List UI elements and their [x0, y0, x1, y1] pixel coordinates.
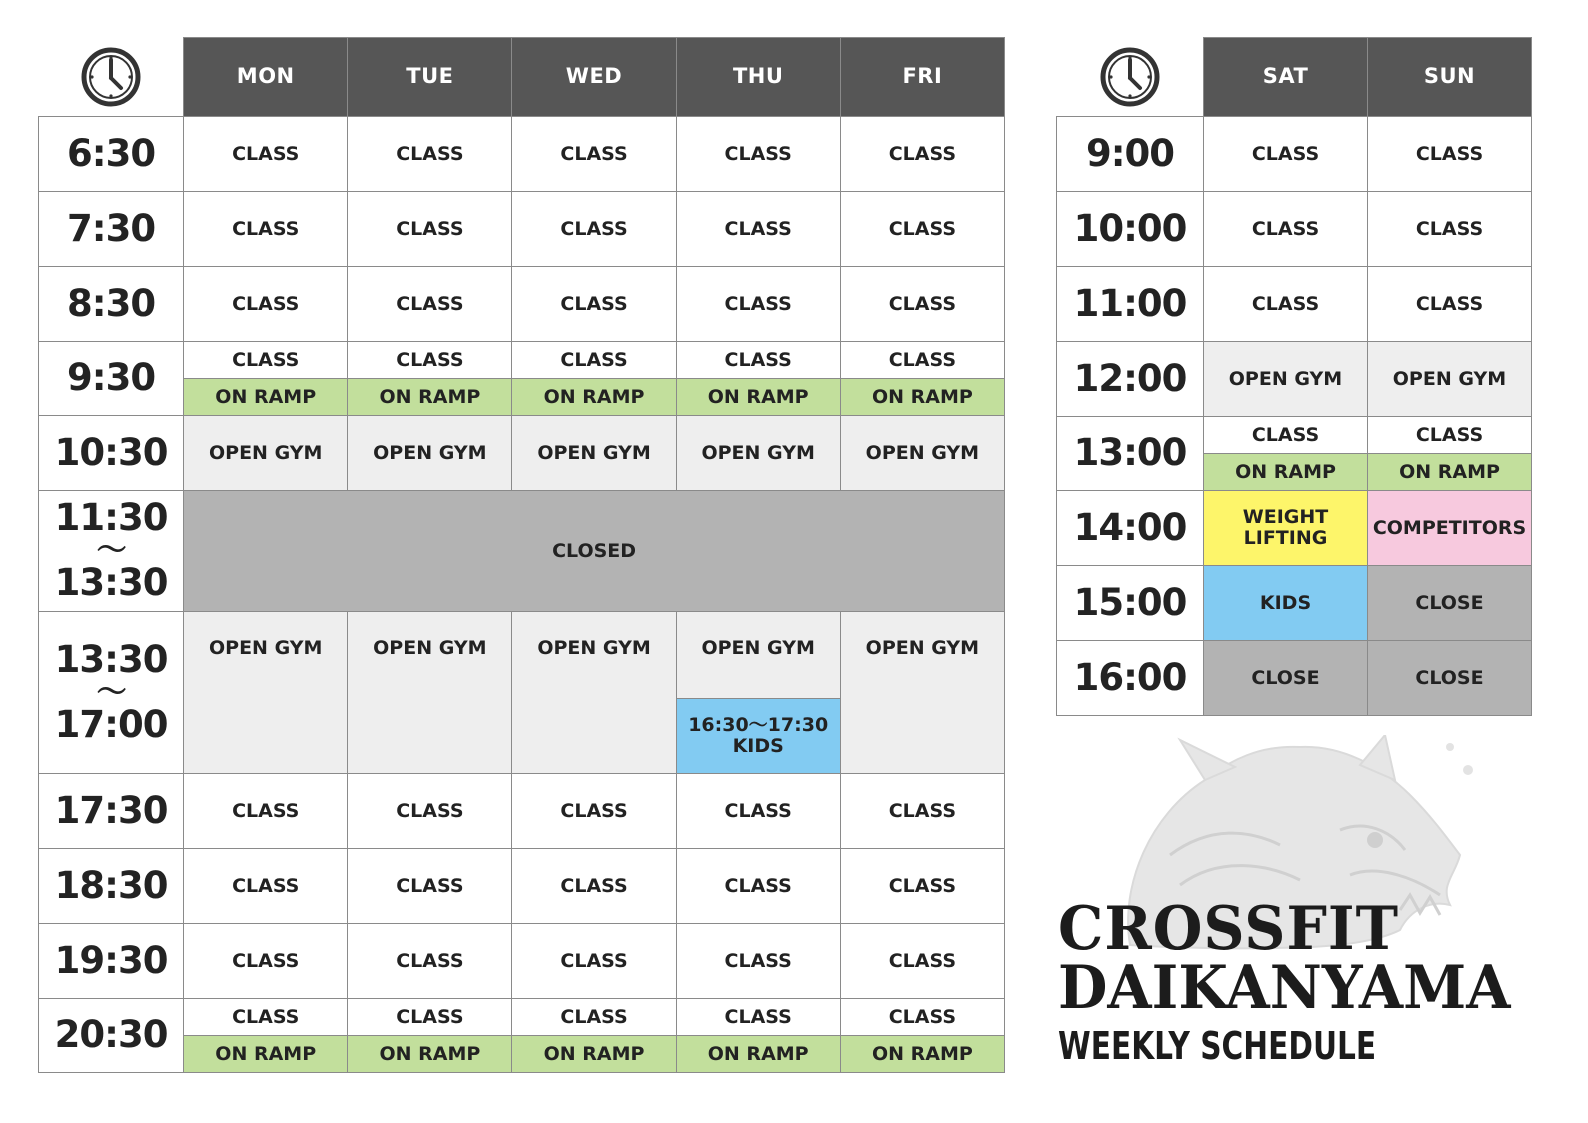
competitors-cell: COMPETITORS [1368, 491, 1532, 566]
class-cell: CLASS [1368, 117, 1532, 192]
class-cell: CLASS [840, 774, 1004, 849]
day-header-sat: SAT [1204, 38, 1368, 117]
close-cell: CLOSE [1368, 641, 1532, 716]
schedule-row [39, 999, 1005, 1036]
schedule-row [39, 117, 1005, 192]
weekend-schedule-table [1056, 37, 1532, 716]
open-gym-cell: OPEN GYM [348, 612, 512, 774]
kids-cell: KIDS [1204, 566, 1368, 641]
schedule-row [39, 849, 1005, 924]
kids-label: KIDS [732, 735, 784, 757]
time-range-label [39, 612, 184, 774]
weekend-header-row [1057, 38, 1532, 117]
time-range-end: 13:30 [54, 561, 168, 604]
class-cell: CLASS [184, 342, 348, 379]
class-cell: CLASS [840, 117, 1004, 192]
class-cell: CLASS [348, 117, 512, 192]
weekly-schedule-title: WEEKLY SCHEDULE [1058, 1024, 1377, 1068]
schedule-row [39, 491, 1005, 612]
weight-lifting-line2: LIFTING [1243, 527, 1328, 549]
time-label: 20:30 [39, 999, 184, 1073]
open-gym-cell: OPEN GYM [840, 612, 1004, 774]
time-label: 7:30 [39, 192, 184, 267]
class-cell: CLASS [184, 774, 348, 849]
class-cell: CLASS [512, 849, 676, 924]
on-ramp-cell: ON RAMP [676, 1036, 840, 1073]
class-cell: CLASS [1368, 192, 1532, 267]
schedule-row [39, 342, 1005, 379]
on-ramp-cell: ON RAMP [676, 379, 840, 416]
closed-cell: CLOSED [184, 491, 1005, 612]
time-label: 19:30 [39, 924, 184, 999]
on-ramp-cell: ON RAMP [840, 1036, 1004, 1073]
close-cell: CLOSE [1368, 566, 1532, 641]
class-cell: CLASS [840, 849, 1004, 924]
on-ramp-cell: ON RAMP [512, 379, 676, 416]
weekday-header-row [39, 38, 1005, 117]
schedule-row [1057, 342, 1532, 417]
time-label: 12:00 [1057, 342, 1204, 417]
class-cell: CLASS [676, 849, 840, 924]
class-cell: CLASS [1368, 267, 1532, 342]
on-ramp-cell: ON RAMP [184, 1036, 348, 1073]
class-cell: CLASS [1204, 267, 1368, 342]
open-gym-cell: OPEN GYM [512, 612, 676, 774]
open-gym-cell: OPEN GYM [676, 416, 840, 491]
time-label: 18:30 [39, 849, 184, 924]
class-cell: CLASS [1204, 117, 1368, 192]
class-cell: CLASS [676, 999, 840, 1036]
open-gym-cell: OPEN GYM [676, 612, 840, 699]
day-header-sun: SUN [1368, 38, 1532, 117]
class-cell: CLASS [676, 342, 840, 379]
time-range-start: 13:30 [54, 637, 168, 681]
day-header-thu: THU [676, 38, 840, 117]
time-label: 9:00 [1057, 117, 1204, 192]
class-cell: CLASS [1204, 417, 1368, 454]
day-header-wed: WED [512, 38, 676, 117]
open-gym-cell: OPEN GYM [184, 416, 348, 491]
clock-icon [1057, 38, 1204, 117]
class-cell: CLASS [676, 924, 840, 999]
kids-time: 16:30〜17:30 [688, 714, 829, 737]
schedule-row [1057, 117, 1532, 192]
schedule-row [1057, 417, 1532, 454]
class-cell: CLASS [348, 267, 512, 342]
schedule-row [1057, 267, 1532, 342]
on-ramp-cell: ON RAMP [348, 1036, 512, 1073]
schedule-row [39, 192, 1005, 267]
weekday-schedule-table [38, 37, 1005, 1073]
class-cell: CLASS [184, 267, 348, 342]
schedule-row [1057, 491, 1532, 566]
time-range-start: 11:30 [54, 496, 168, 540]
class-cell: CLASS [840, 342, 1004, 379]
class-cell: CLASS [512, 924, 676, 999]
close-cell: CLOSE [1204, 641, 1368, 716]
time-label: 9:30 [39, 342, 184, 416]
time-range-end: 17:00 [54, 702, 168, 746]
brand-name-line2: DAIKANYAMA [1058, 952, 1511, 1023]
class-cell: CLASS [512, 117, 676, 192]
class-cell: CLASS [676, 192, 840, 267]
on-ramp-cell: ON RAMP [1368, 454, 1532, 491]
class-cell: CLASS [676, 774, 840, 849]
clock-icon [39, 38, 184, 117]
open-gym-cell: OPEN GYM [348, 416, 512, 491]
class-cell: CLASS [184, 192, 348, 267]
brand-logo [1058, 893, 1558, 1068]
schedule-row [39, 267, 1005, 342]
schedule-row [39, 924, 1005, 999]
schedule-row [1057, 192, 1532, 267]
time-label: 11:00 [1057, 267, 1204, 342]
time-label: 10:00 [1057, 192, 1204, 267]
day-header-fri: FRI [840, 38, 1004, 117]
class-cell: CLASS [1368, 417, 1532, 454]
kids-cell [676, 699, 840, 774]
class-cell: CLASS [840, 192, 1004, 267]
class-cell: CLASS [512, 192, 676, 267]
class-cell: CLASS [840, 924, 1004, 999]
open-gym-cell: OPEN GYM [1368, 342, 1532, 417]
time-label: 14:00 [1057, 491, 1204, 566]
class-cell: CLASS [348, 999, 512, 1036]
class-cell: CLASS [348, 924, 512, 999]
class-cell: CLASS [184, 117, 348, 192]
day-header-mon: MON [184, 38, 348, 117]
class-cell: CLASS [184, 849, 348, 924]
class-cell: CLASS [512, 774, 676, 849]
class-cell: CLASS [676, 267, 840, 342]
on-ramp-cell: ON RAMP [184, 379, 348, 416]
time-label: 13:00 [1057, 417, 1204, 491]
open-gym-cell: OPEN GYM [512, 416, 676, 491]
schedule-row [1057, 566, 1532, 641]
class-cell: CLASS [348, 849, 512, 924]
schedule-row [39, 1036, 1005, 1073]
class-cell: CLASS [840, 267, 1004, 342]
class-cell: CLASS [348, 342, 512, 379]
on-ramp-cell: ON RAMP [840, 379, 1004, 416]
time-range-tilde: 〜 [96, 674, 126, 710]
class-cell: CLASS [676, 117, 840, 192]
on-ramp-cell: ON RAMP [348, 379, 512, 416]
class-cell: CLASS [840, 999, 1004, 1036]
time-range-label [39, 491, 184, 612]
schedule-row [39, 416, 1005, 491]
time-range-tilde: 〜 [96, 533, 126, 568]
schedule-row [39, 774, 1005, 849]
class-cell: CLASS [348, 774, 512, 849]
class-cell: CLASS [512, 267, 676, 342]
schedule-row [1057, 641, 1532, 716]
schedule-row [39, 379, 1005, 416]
class-cell: CLASS [184, 924, 348, 999]
class-cell: CLASS [348, 192, 512, 267]
weight-lifting-line1: WEIGHT [1242, 506, 1329, 529]
open-gym-cell: OPEN GYM [184, 612, 348, 774]
on-ramp-cell: ON RAMP [1204, 454, 1368, 491]
time-label: 17:30 [39, 774, 184, 849]
time-label: 8:30 [39, 267, 184, 342]
time-label: 15:00 [1057, 566, 1204, 641]
class-cell: CLASS [512, 342, 676, 379]
class-cell: CLASS [184, 999, 348, 1036]
class-cell: CLASS [512, 999, 676, 1036]
brand-name-line1: CROSSFIT [1058, 893, 1400, 964]
on-ramp-cell: ON RAMP [512, 1036, 676, 1073]
time-label: 16:00 [1057, 641, 1204, 716]
time-label: 6:30 [39, 117, 184, 192]
class-cell: CLASS [1204, 192, 1368, 267]
open-gym-cell: OPEN GYM [1204, 342, 1368, 417]
time-label: 10:30 [39, 416, 184, 491]
open-gym-cell: OPEN GYM [840, 416, 1004, 491]
day-header-tue: TUE [348, 38, 512, 117]
schedule-row [39, 612, 1005, 699]
weight-lifting-cell [1204, 491, 1368, 566]
